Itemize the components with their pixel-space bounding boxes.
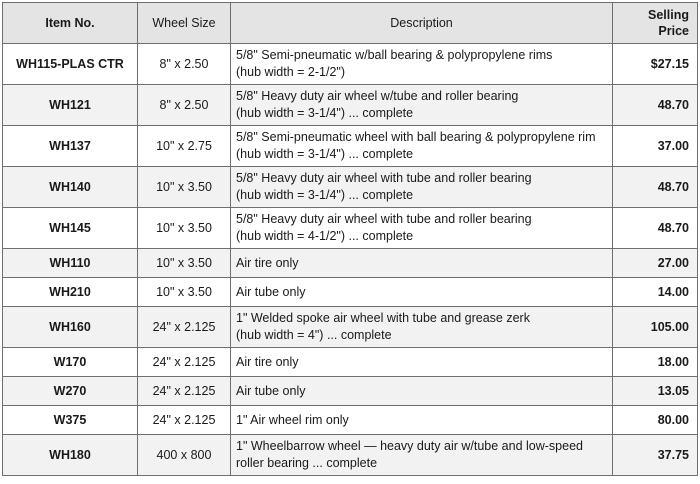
table-row [3, 126, 698, 167]
description-line-1: Air tire only [236, 255, 299, 270]
description-line-1: 1" Wheelbarrow wheel — heavy duty air w/tube and low-speed [236, 439, 583, 453]
price-table [2, 2, 698, 476]
header-selling-price [613, 3, 698, 44]
wheel-size: 8" x 2.50 [138, 85, 231, 126]
item-number: WH115-PLAS CTR [3, 44, 138, 85]
description [231, 249, 613, 278]
table-row [3, 249, 698, 278]
item-number: WH210 [3, 278, 138, 307]
description-line-2: (hub width = 2-1/2") [236, 65, 346, 79]
item-number: W170 [3, 348, 138, 377]
header-row [3, 3, 698, 44]
item-number: W270 [3, 377, 138, 406]
table-row [3, 85, 698, 126]
description [231, 435, 613, 476]
table-row [3, 307, 698, 348]
description [231, 406, 613, 435]
header-wheel-size: Wheel Size [138, 3, 231, 44]
table-row [3, 377, 698, 406]
header-description: Description [231, 3, 613, 44]
description [231, 348, 613, 377]
description-line-1: 1" Welded spoke air wheel with tube and grease zerk [236, 311, 530, 325]
description-line-1: 1" Air wheel rim only [236, 412, 349, 427]
description [231, 208, 613, 249]
description-line-1: 5/8" Semi-pneumatic w/ball bearing & polypropylene rims [236, 48, 553, 62]
description-line-2: (hub width = 3-1/4") ... complete [236, 106, 414, 120]
wheel-size: 10" x 3.50 [138, 249, 231, 278]
description-line-1: Air tube only [236, 383, 306, 398]
description-line-2: (hub width = 4-1/2") ... complete [236, 229, 414, 243]
selling-price: 48.70 [613, 167, 698, 208]
selling-price: 14.00 [613, 278, 698, 307]
table-row [3, 348, 698, 377]
description-line-1: 5/8" Heavy duty air wheel with tube and roller bearing [236, 171, 532, 185]
item-number: W375 [3, 406, 138, 435]
header-item-no: Item No. [3, 3, 138, 44]
selling-price: 13.05 [613, 377, 698, 406]
description-line-1: 5/8" Semi-pneumatic wheel with ball bearing & polypropylene rim [236, 130, 596, 144]
header-selling-line2: Price [658, 24, 689, 38]
item-number: WH140 [3, 167, 138, 208]
table-row [3, 278, 698, 307]
selling-price: 18.00 [613, 348, 698, 377]
description [231, 307, 613, 348]
description-line-2: (hub width = 3-1/4") ... complete [236, 147, 414, 161]
description-line-1: 5/8" Heavy duty air wheel with tube and roller bearing [236, 212, 532, 226]
description-line-2: (hub width = 3-1/4") ... complete [236, 188, 414, 202]
description [231, 85, 613, 126]
item-number: WH180 [3, 435, 138, 476]
wheel-size: 400 x 800 [138, 435, 231, 476]
wheel-size: 10" x 3.50 [138, 208, 231, 249]
wheel-size: 10" x 3.50 [138, 278, 231, 307]
selling-price: 105.00 [613, 307, 698, 348]
wheel-size: 24" x 2.125 [138, 406, 231, 435]
selling-price: 80.00 [613, 406, 698, 435]
selling-price: 48.70 [613, 208, 698, 249]
selling-price: 48.70 [613, 85, 698, 126]
table-row [3, 167, 698, 208]
item-number: WH160 [3, 307, 138, 348]
item-number: WH137 [3, 126, 138, 167]
wheel-size: 24" x 2.125 [138, 307, 231, 348]
wheel-size: 10" x 3.50 [138, 167, 231, 208]
description-line-1: 5/8" Heavy duty air wheel w/tube and roller bearing [236, 89, 519, 103]
description [231, 126, 613, 167]
description [231, 167, 613, 208]
table-row [3, 44, 698, 85]
selling-price: 37.00 [613, 126, 698, 167]
item-number: WH145 [3, 208, 138, 249]
header-selling-line1: Selling [648, 8, 689, 22]
table-row [3, 435, 698, 476]
description [231, 278, 613, 307]
selling-price: 27.00 [613, 249, 698, 278]
wheel-size: 24" x 2.125 [138, 377, 231, 406]
item-number: WH110 [3, 249, 138, 278]
table-row [3, 208, 698, 249]
description-line-2: roller bearing ... complete [236, 456, 378, 470]
wheel-size: 10" x 2.75 [138, 126, 231, 167]
description-line-1: Air tube only [236, 284, 306, 299]
description [231, 377, 613, 406]
selling-price: $27.15 [613, 44, 698, 85]
description [231, 44, 613, 85]
selling-price: 37.75 [613, 435, 698, 476]
description-line-2: (hub width = 4") ... complete [236, 328, 392, 342]
item-number: WH121 [3, 85, 138, 126]
description-line-1: Air tire only [236, 354, 299, 369]
wheel-size: 8" x 2.50 [138, 44, 231, 85]
table-row [3, 406, 698, 435]
wheel-size: 24" x 2.125 [138, 348, 231, 377]
